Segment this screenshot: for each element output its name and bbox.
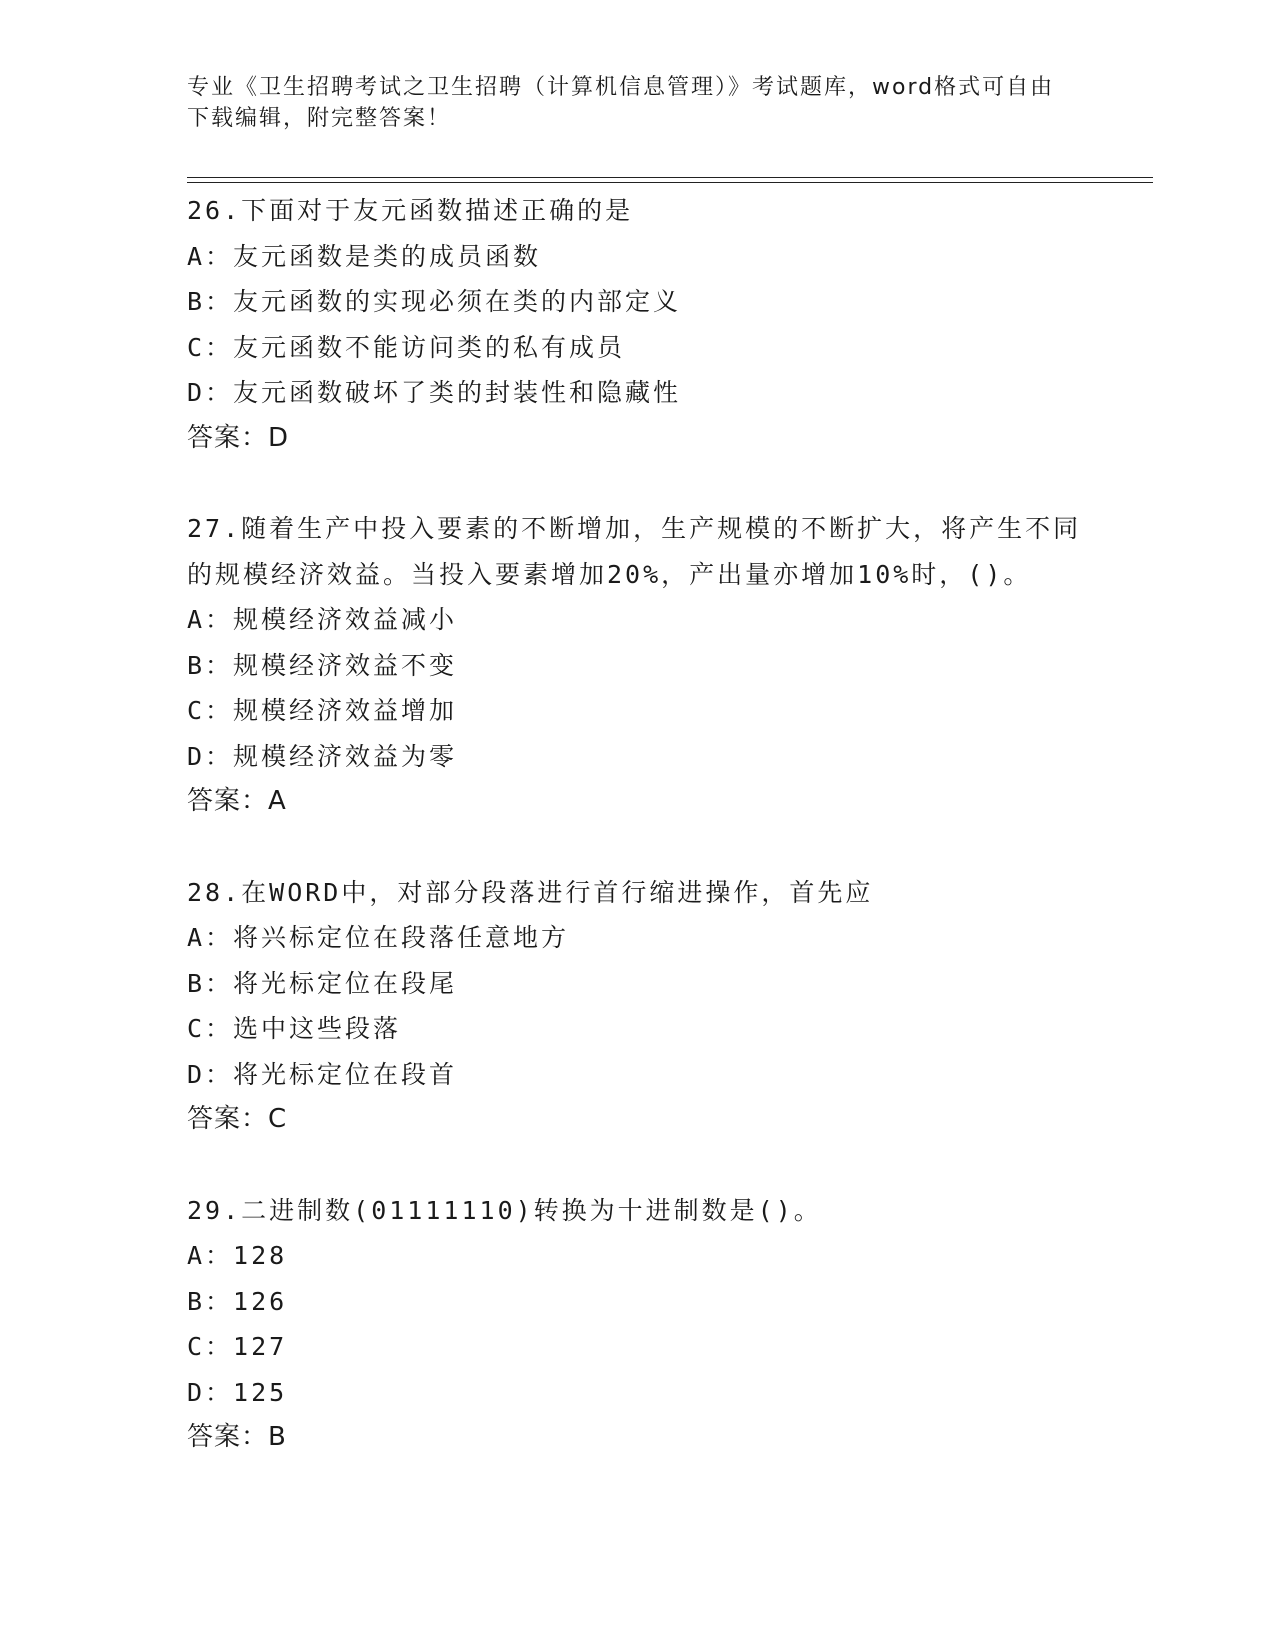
answer-line: 答案：A [187, 786, 287, 816]
option-b: B：126 [187, 1286, 288, 1316]
option-a: A：128 [187, 1241, 288, 1270]
option-d: D：规模经济效益为零 [187, 741, 458, 771]
option-b: B：友元函数的实现必须在类的内部定义 [187, 287, 682, 316]
question-26 [187, 188, 1087, 461]
question-stem: 28.在WORD中，对部分段落进行首行缩进操作，首先应 [187, 877, 874, 907]
question-stem: 29.二进制数(01111110)转换为十进制数是()。 [187, 1195, 822, 1225]
option-c: C：友元函数不能访问类的私有成员 [187, 332, 626, 362]
option-c: C：规模经济效益增加 [187, 696, 458, 725]
option-a: A：将兴标定位在段落任意地方 [187, 923, 570, 952]
option-a: A：规模经济效益减小 [187, 605, 458, 634]
option-d: D：125 [187, 1377, 288, 1407]
answer-line: 答案：C [187, 1104, 288, 1134]
option-b: B：将光标定位在段尾 [187, 968, 458, 998]
question-28 [187, 870, 1087, 1143]
option-c: C：选中这些段落 [187, 1014, 402, 1043]
header-rule-bottom [187, 182, 1153, 183]
option-d: D：将光标定位在段首 [187, 1059, 458, 1089]
question-list [187, 188, 1087, 1461]
answer-line: 答案：D [187, 422, 290, 453]
question-stem: 27.随着生产中投入要素的不断增加，生产规模的不断扩大，将产生不同的规模经济效益。当投入要素增加20%，产出量亦增加10%时，()。 [187, 514, 1082, 589]
header-rule-top [187, 177, 1153, 178]
option-c: C：127 [187, 1332, 288, 1361]
answer-line: 答案：B [187, 1422, 287, 1452]
option-d: D：友元函数破坏了类的封装性和隐藏性 [187, 378, 682, 407]
question-stem: 26.下面对于友元函数描述正确的是 [187, 196, 634, 225]
question-27 [187, 506, 1087, 825]
option-b: B：规模经济效益不变 [187, 650, 458, 680]
document-header: 专业《卫生招聘考试之卫生招聘（计算机信息管理）》考试题库，word格式可自由下载编辑，附完整答案！ [187, 75, 1055, 131]
option-a: A：友元函数是类的成员函数 [187, 241, 542, 271]
question-29 [187, 1188, 1087, 1461]
